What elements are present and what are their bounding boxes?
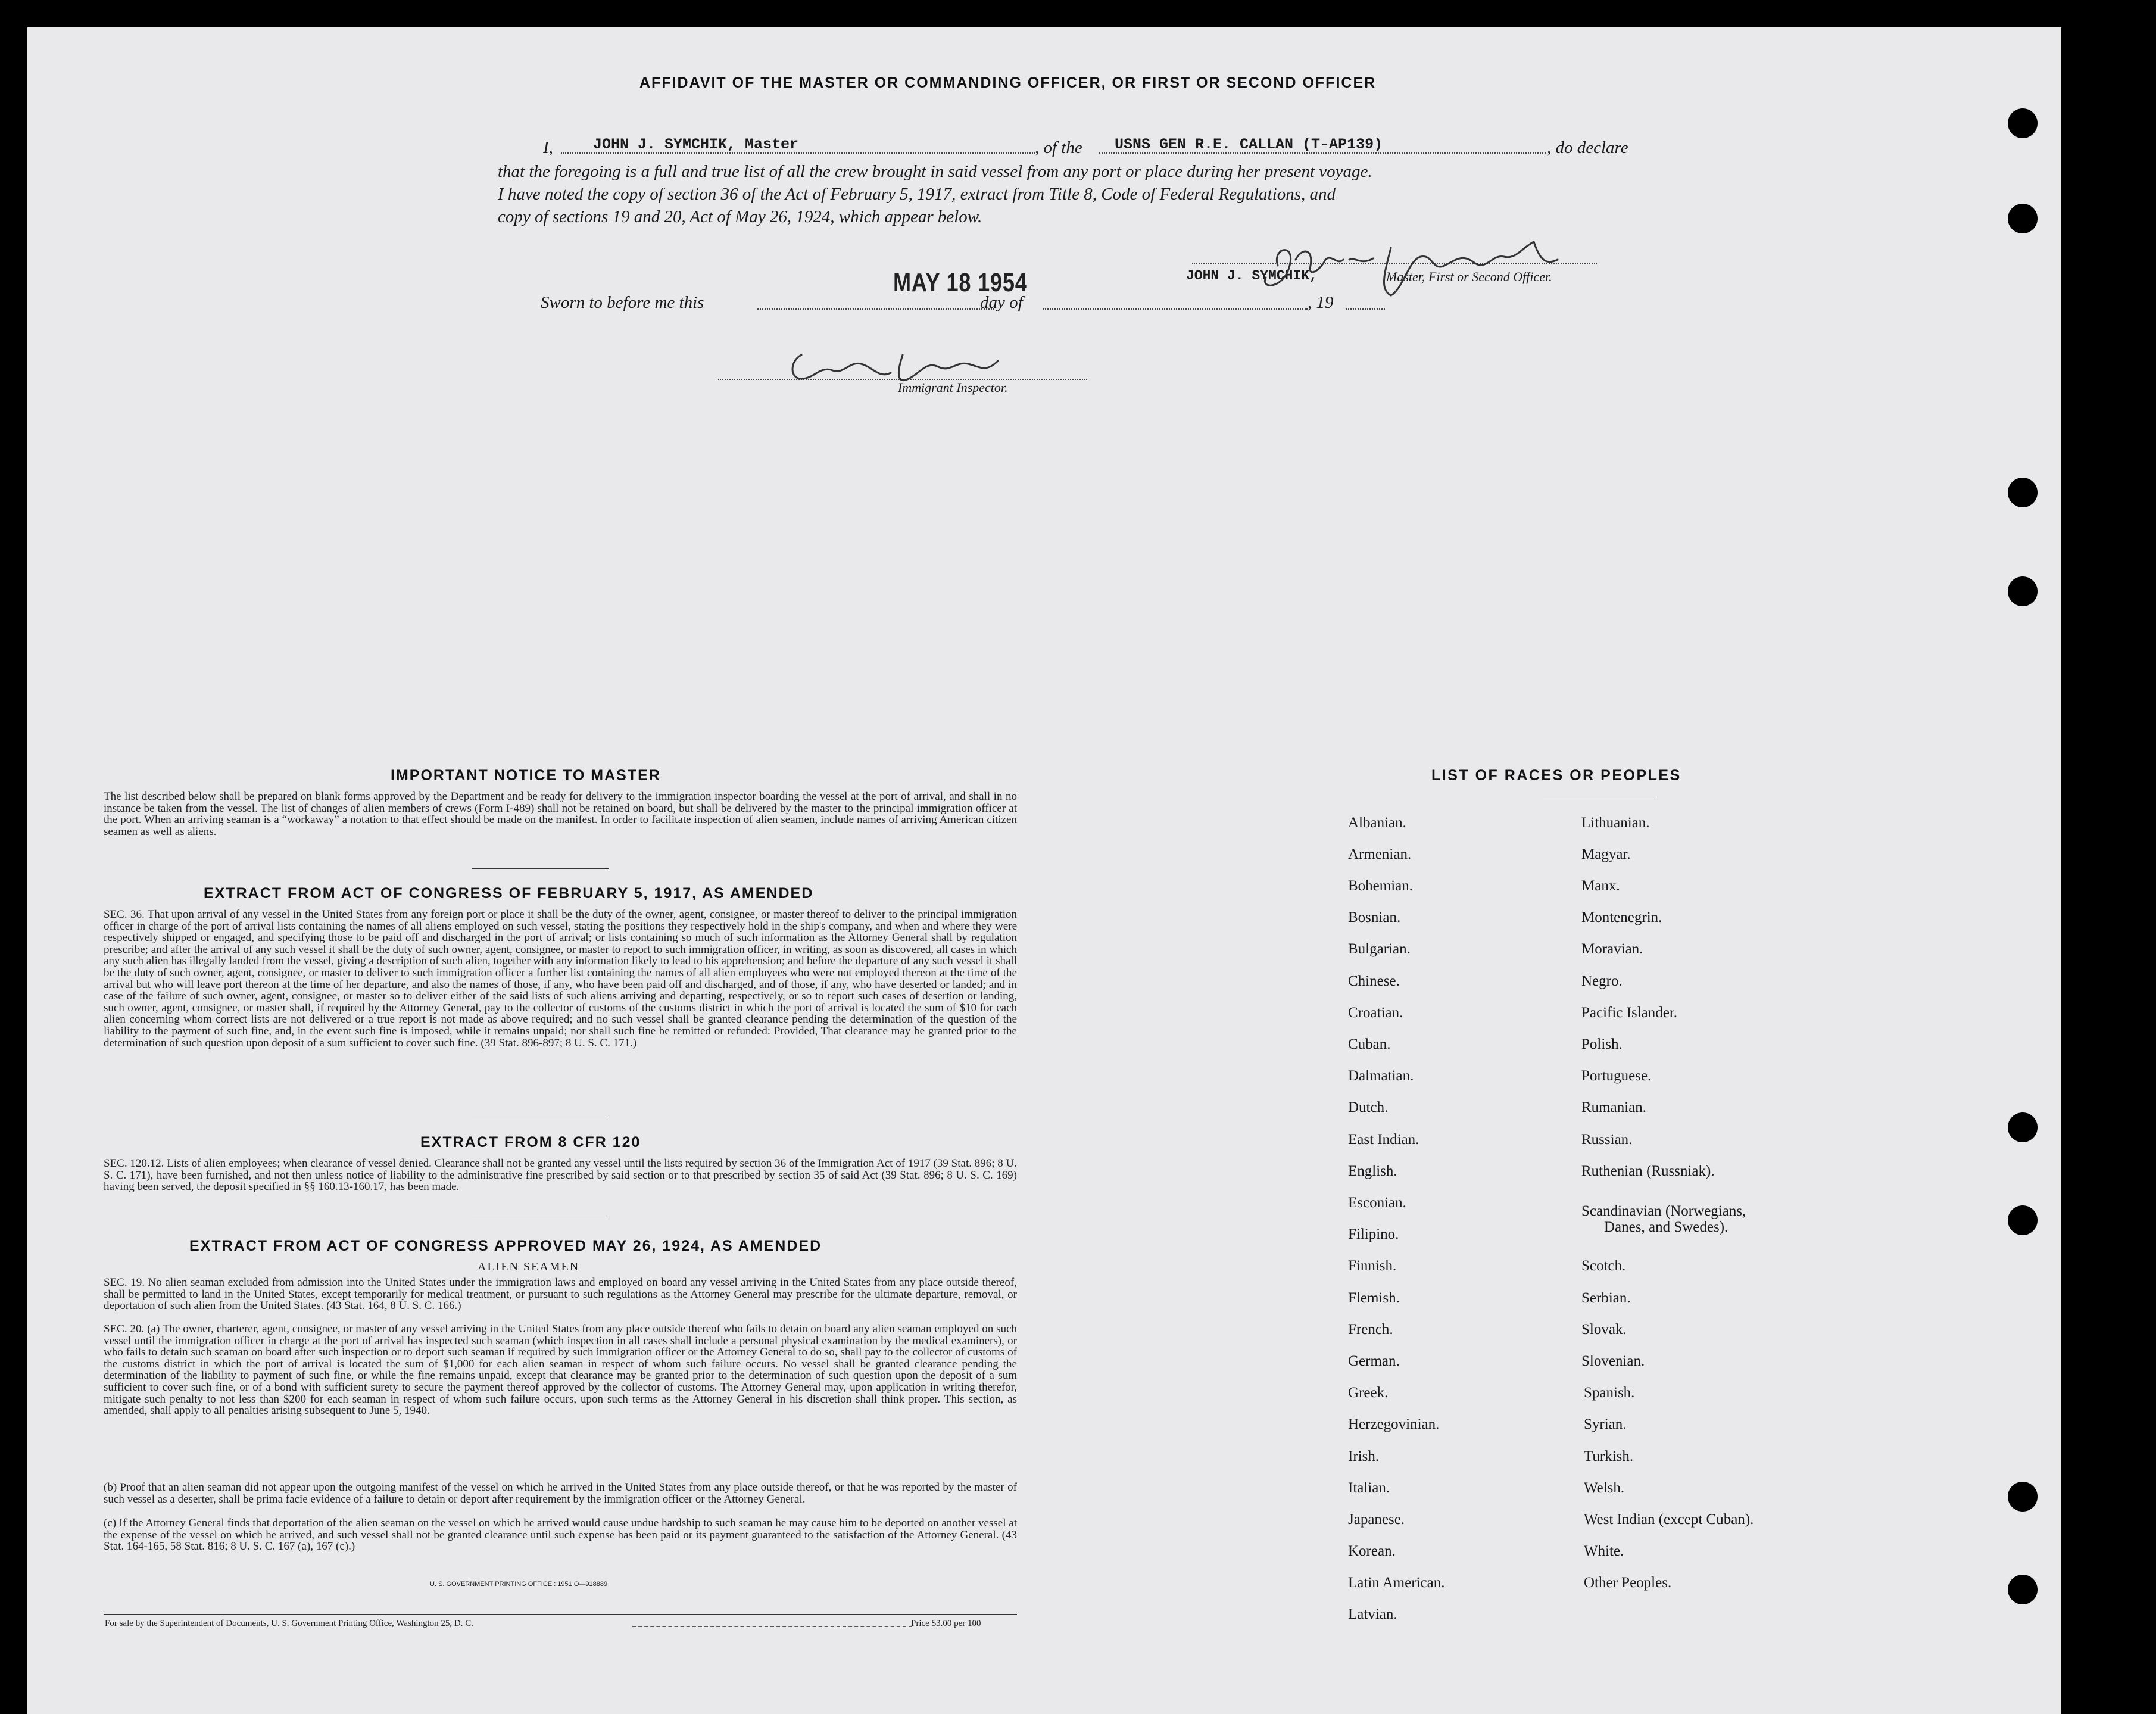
- race-item: Pacific Islander.: [1581, 1005, 1678, 1021]
- race-item: Finnish.: [1348, 1258, 1397, 1274]
- race-item: Albanian.: [1348, 815, 1406, 831]
- race-item: Portuguese.: [1581, 1068, 1652, 1084]
- master-signature: [1254, 224, 1599, 307]
- divider: [472, 868, 609, 869]
- inspector-label: Immigrant Inspector.: [898, 380, 1008, 395]
- race-item: Lithuanian.: [1581, 815, 1650, 831]
- race-item: Flemish.: [1348, 1290, 1400, 1306]
- footer-rule: [104, 1614, 1017, 1615]
- extract-cfr-text: SEC. 120.12. Lists of alien employees; when clearance of vessel denied. Clearance shall not be granted any vessel until the lists required by section 36 of the Immigration Act of 1917 (39 Stat. 896; 8 U. S. C. 171), have been furnished, and not then unless notice of liability to the administrative fine prescribed by said section or to that prescribed by section 35 of said Act (39 Stat. 896; 8 U. S. C. 169) having been served, the deposit specified in §§ 160.13-160.17, has been made.: [104, 1157, 1017, 1193]
- race-item: White.: [1584, 1543, 1624, 1559]
- extract-1917-text: SEC. 36. That upon arrival of any vessel in the United States from any foreign port or place it shall be the duty of the owner, agent, consignee, or master thereof to deliver to the principal immigration officer in charge of the port of arrival lists containing the names of all aliens employed on such vessel, stating the positions they respectively hold in the ship's company, and when and where they were respectively shipped or engaged, and specifying those to be paid off and discharged in the port of arrival; or lists containing so much of such information as the Attorney General shall by regulation prescribe; and after the arrival of any such vessel it shall be the duty of such owner, agent, consignee, or master to report to such immigration officer, in writing, as soon as discovered, all cases in which any such alien has illegally landed from the vessel, giving a description of such alien, together with any information likely to lead to his apprehension; and before the departure of any such vessel it shall be the duty of such owner, agent, consignee, or master to deliver to such immigration officer a further list containing the names of all alien employees who were not employed thereon at the time of the arrival but who will leave port thereon at the time of her departure, and also the names of those, if any, who have been paid off and discharged, and of those, if any, who have deserted or landed; and in case of the failure of such owner, agent, consignee, or master so to deliver either of the said lists of such aliens arriving and departing, respectively, or so to report such cases of desertion or landing, such owner, agent, consignee, or master shall, if required by the Attorney General, pay to the collector of customs of the customs district in which the port of arrival is located the sum of $10 for each alien concerning whom correct lists are not delivered or a true report is not made as above required; and no such vessel shall be granted clearance pending the determination of the question of the liability to the payment of such fine, and, in the event such fine is imposed, while it remains unpaid; nor shall such fine be remitted or refunded: Provided, That clearance may be granted prior to the determination of such question upon deposit of a sum sufficient to cover such fine. (39 Stat. 896-897; 8 U. S. C. 171.): [104, 908, 1017, 1049]
- master-name: JOHN J. SYMCHIK, Master: [593, 136, 799, 153]
- race-item: Italian.: [1348, 1480, 1390, 1496]
- race-item: Irish.: [1348, 1448, 1380, 1464]
- race-item: Slovak.: [1581, 1322, 1627, 1338]
- punch-hole: [2008, 108, 2038, 138]
- sec-20c-text: (c) If the Attorney General finds that deportation of the alien seaman on the vessel on which he arrived would cause undue hardship to such seaman he may cause him to be deported on another vessel at the expense of the vessel on which he arrived, and such vessel shall not be granted clearance until such expense has been paid or its payment guaranteed to the satisfaction of the Attorney General. (43 Stat. 164-165, 58 Stat. 816; 8 U. S. C. 167 (a), 167 (c).): [104, 1517, 1017, 1553]
- extract-cfr-title: EXTRACT FROM 8 CFR 120: [420, 1134, 641, 1151]
- extract-1924-title: EXTRACT FROM ACT OF CONGRESS APPROVED MAY 26, 1924, AS AMENDED: [189, 1238, 822, 1254]
- race-item: Armenian.: [1348, 846, 1412, 862]
- i-label: I,: [543, 138, 553, 157]
- race-item: Dutch.: [1348, 1099, 1389, 1115]
- race-item: East Indian.: [1348, 1132, 1419, 1148]
- race-item: Cuban.: [1348, 1036, 1391, 1052]
- race-item: Ruthenian (Russniak).: [1581, 1163, 1715, 1179]
- race-item: Polish.: [1581, 1036, 1623, 1052]
- race-item: Welsh.: [1584, 1480, 1625, 1496]
- race-item: French.: [1348, 1322, 1393, 1338]
- race-item: Bohemian.: [1348, 878, 1414, 894]
- declaration-line-3: I have noted the copy of section 36 of the Act of February 5, 1917, extract from Title 8, Code of Federal Regulations, and: [498, 185, 1336, 204]
- race-item: Korean.: [1348, 1543, 1396, 1559]
- day-line: [757, 308, 994, 310]
- gpo-imprint: U. S. GOVERNMENT PRINTING OFFICE : 1951 O—918889: [430, 1581, 608, 1588]
- notice-title: IMPORTANT NOTICE TO MASTER: [391, 767, 661, 784]
- race-item: Scandinavian (Norwegians,: [1581, 1203, 1746, 1219]
- vessel-name: USNS GEN R.E. CALLAN (T-AP139): [1115, 136, 1383, 153]
- punch-hole: [2008, 478, 2038, 507]
- sec-19-text: SEC. 19. No alien seaman excluded from admission into the United States under the immigration laws and employed on board any vessel arriving in the United States from any place outside thereof, shall be permitted to land in the United States, except temporarily for medical treatment, or pursuant to such regulations as the Attorney General may prescribe for the ultimate departure, removal, or deportation of such alien from the United States. (43 Stat. 164, 8 U. S. C. 166.): [104, 1276, 1017, 1313]
- race-item: Spanish.: [1584, 1385, 1635, 1401]
- race-item: Syrian.: [1584, 1416, 1627, 1432]
- sale-notice: For sale by the Superintendent of Documents, U. S. Government Printing Office, Washington 25, D. C.: [105, 1619, 473, 1628]
- month-line: [1043, 308, 1308, 310]
- punch-hole: [2008, 1575, 2038, 1604]
- race-item: West Indian (except Cuban).: [1584, 1512, 1754, 1528]
- race-item: Montenegrin.: [1581, 909, 1662, 925]
- punch-hole: [2008, 204, 2038, 233]
- race-item: Rumanian.: [1581, 1099, 1647, 1115]
- race-item: Danes, and Swedes).: [1604, 1219, 1728, 1235]
- extract-1917-title: EXTRACT FROM ACT OF CONGRESS OF FEBRUARY 5, 1917, AS AMENDED: [204, 885, 814, 902]
- race-item: Croatian.: [1348, 1005, 1403, 1021]
- race-item: Filipino.: [1348, 1226, 1399, 1242]
- day-of-label: day of: [980, 293, 1023, 312]
- of-the-label: , of the: [1035, 138, 1082, 157]
- race-item: Latin American.: [1348, 1575, 1445, 1591]
- punch-hole: [2008, 1112, 2038, 1142]
- races-title: LIST OF RACES OR PEOPLES: [1431, 767, 1681, 784]
- date-stamp: MAY 18 1954: [893, 268, 1028, 297]
- notice-text: The list described below shall be prepared on blank forms approved by the Department and be ready for delivery to the immigration inspector boarding the vessel at the port of arrival, and shall in no instance be taken from the vessel. The list of changes of alien members of crews (Form I-489) shall not be retained on board, but shall be delivered by the master to the principal immigration officer at the port. When an arriving seaman is a “workaway” a notation to that effect should be made on the manifest. In order to facilitate inspection of alien seamen, include names of arriving American citizen seamen as well as aliens.: [104, 790, 1017, 838]
- race-item: Negro.: [1581, 973, 1623, 989]
- alien-seamen-subtitle: ALIEN SEAMEN: [478, 1260, 580, 1273]
- declaration-line-4: copy of sections 19 and 20, Act of May 26, 1924, which appear below.: [498, 207, 982, 226]
- declaration-line-2: that the foregoing is a full and true list of all the crew brought in said vessel from any port or place during her present voyage.: [498, 162, 1372, 181]
- race-item: Greek.: [1348, 1385, 1389, 1401]
- race-item: Scotch.: [1581, 1258, 1626, 1274]
- affidavit-title: AFFIDAVIT OF THE MASTER OR COMMANDING OFFICER, OR FIRST OR SECOND OFFICER: [639, 74, 1377, 91]
- race-item: Bosnian.: [1348, 909, 1401, 925]
- race-item: Esconian.: [1348, 1195, 1406, 1211]
- race-item: Moravian.: [1581, 941, 1643, 957]
- price-label: Price $3.00 per 100: [911, 1619, 981, 1628]
- punch-hole: [2008, 1205, 2038, 1235]
- signer-role: Master, First or Second Officer.: [1386, 269, 1552, 284]
- signer-typed-name: JOHN J. SYMCHIK,: [1186, 268, 1318, 283]
- year-label: , 19: [1308, 293, 1334, 312]
- footer-leader: [632, 1626, 912, 1627]
- punch-hole: [2008, 1482, 2038, 1512]
- race-item: English.: [1348, 1163, 1397, 1179]
- race-item: Slovenian.: [1581, 1353, 1645, 1369]
- year-line: [1346, 308, 1385, 310]
- do-declare-label: , do declare: [1547, 138, 1628, 157]
- sec-20b-text: (b) Proof that an alien seaman did not appear upon the outgoing manifest of the vessel on which he arrived in the United States from any place outside thereof, or that he was reported by the master of such vessel as a deserter, shall be prima facie evidence of a failure to detain or deport after requirement by the immigration officer or the Attorney General.: [104, 1481, 1017, 1506]
- document-page: [27, 27, 2061, 1714]
- race-item: Manx.: [1581, 878, 1620, 894]
- race-item: Magyar.: [1581, 846, 1631, 862]
- race-item: Russian.: [1581, 1132, 1633, 1148]
- race-item: Other Peoples.: [1584, 1575, 1672, 1591]
- race-item: Latvian.: [1348, 1606, 1397, 1622]
- sec-20a-text: SEC. 20. (a) The owner, charterer, agent, consignee, or master of any vessel arriving in the United States from any place outside thereof who fails to detain on board any alien seaman employed on such vessel until the immigration officer in charge at the port of arrival has inspected such seaman (which inspection in all cases shall include a personal physical examination by the medical examiners), or who fails to detain such seaman on board after such inspection or to deport such seaman if required by such immigration officer or the Attorney General to do so, shall pay to the collector of customs of the customs district in which the port of arrival is located the sum of $1,000 for each alien seaman in respect of whom such failure occurs. No vessel shall be granted clearance pending the determination of the liability to payment of such fine, or while the fine remains unpaid, except that clearance may be granted prior to the determination of such question upon the deposit of a sum sufficient to cover such fine, or of a bond with sufficient surety to secure the payment thereof approved by the collector of customs. The Attorney General may, upon application in writing therefor, mitigate such penalty to not less than $200 for each seaman in respect of whom such failure occurs, upon such terms as the Attorney General in his discretion shall think proper. This section, as amended, shall apply to all penalties arising subsequent to June 5, 1940.: [104, 1323, 1017, 1417]
- race-item: Dalmatian.: [1348, 1068, 1414, 1084]
- sworn-label: Sworn to before me this: [541, 293, 704, 312]
- race-item: Serbian.: [1581, 1290, 1631, 1306]
- punch-hole: [2008, 576, 2038, 606]
- race-item: Chinese.: [1348, 973, 1400, 989]
- race-item: Japanese.: [1348, 1512, 1405, 1528]
- race-item: Bulgarian.: [1348, 941, 1411, 957]
- race-item: German.: [1348, 1353, 1400, 1369]
- race-item: Herzegovinian.: [1348, 1416, 1440, 1432]
- race-item: Turkish.: [1584, 1448, 1634, 1464]
